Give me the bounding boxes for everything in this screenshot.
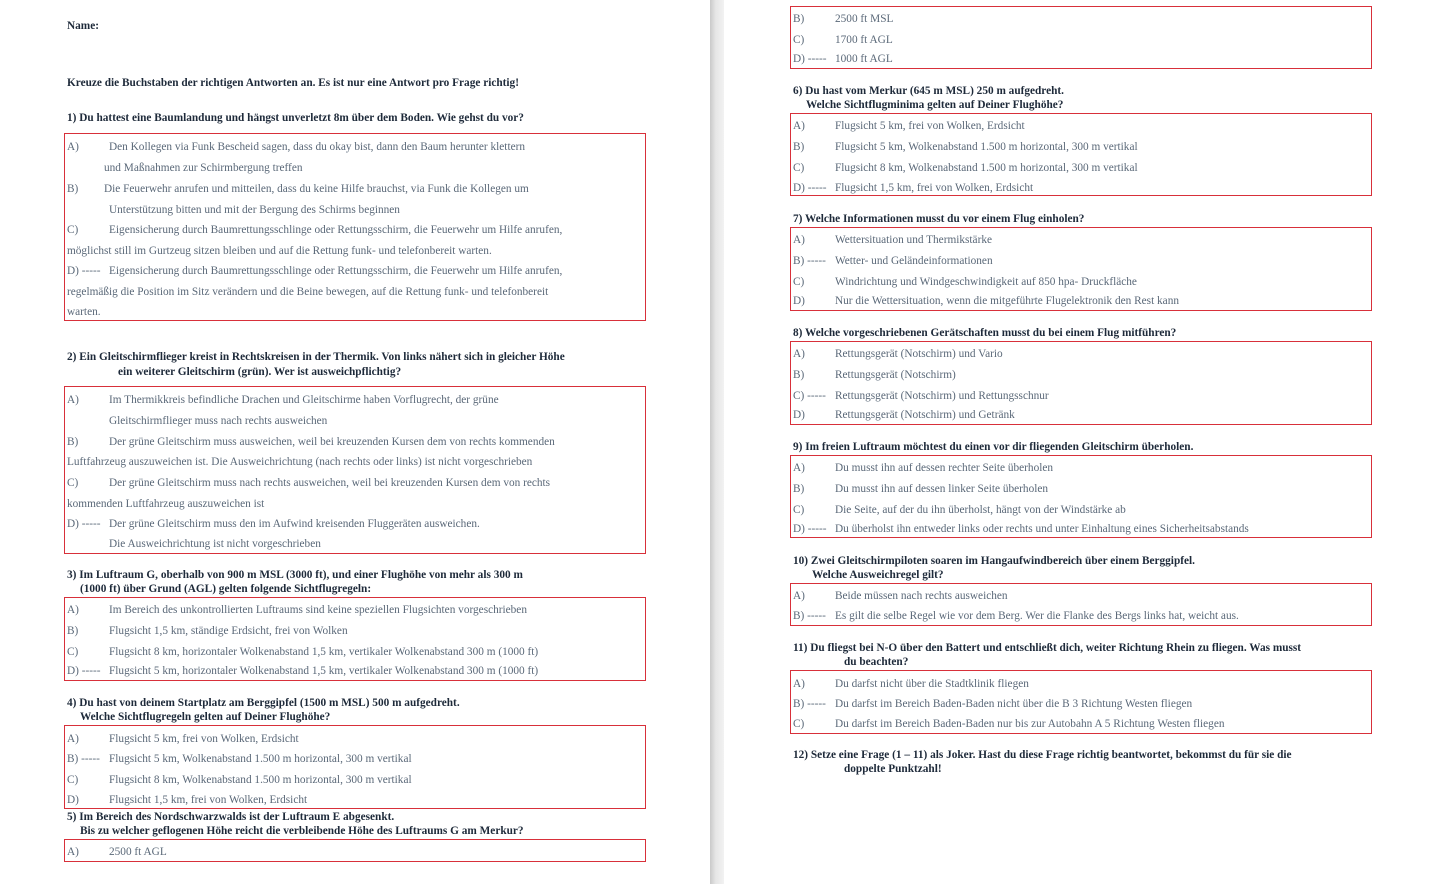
answer-text: Du musst ihn auf dessen linker Seite überholen: [835, 483, 1049, 495]
answer-text: Flugsicht 1,5 km, frei von Wolken, Erdsicht: [835, 182, 1034, 194]
question-6-title-cont: Welche Sichtflugminima gelten auf Deiner Flughöhe?: [806, 99, 1064, 111]
answer-letter: C): [793, 504, 805, 516]
document-page-left: [0, 0, 710, 884]
question-6-title: 6) Du hast vom Merkur (645 m MSL) 250 m aufgedreht.: [793, 85, 1065, 97]
answer-letter: B) -----: [793, 610, 826, 622]
answer-text: 1700 ft AGL: [835, 34, 893, 46]
answer-text: Im Bereich des unkontrollierten Luftraums sind keine speziellen Flugsichten vorgeschrieben: [109, 604, 527, 616]
question-5-title: 5) Im Bereich des Nordschwarzwalds ist der Luftraum E abgesenkt.: [67, 811, 395, 823]
answer-letter: A): [67, 604, 79, 616]
question-10-title: 10) Zwei Gleitschirmpiloten soaren im Hangaufwindbereich über einem Berggipfel.: [793, 555, 1195, 567]
answer-letter: D) -----: [793, 182, 827, 194]
answer-letter: C): [793, 162, 805, 174]
answer-text: Den Kollegen via Funk Bescheid sagen, dass du okay bist, dann den Baum herunter klettern: [109, 141, 526, 153]
answer-text: Du darfst im Bereich Baden-Baden nur bis zur Autobahn A 5 Richtung Westen fliegen: [835, 718, 1225, 730]
answer-text: Der grüne Gleitschirm muss den im Aufwind kreisenden Fluggeräten ausweichen.: [109, 518, 480, 530]
answer-text: Es gilt die selbe Regel wie vor dem Berg. Wer die Flanke des Bergs links hat, weicht aus.: [835, 610, 1239, 622]
answer-letter: B) -----: [793, 698, 826, 710]
answer-letter: A): [67, 846, 79, 858]
answer-letter: C): [67, 477, 79, 489]
answer-text: Beide müssen nach rechts ausweichen: [835, 590, 1008, 602]
answer-text: Eigensicherung durch Baumrettungsschlinge oder Rettungsschirm, die Feuerwehr um Hilfe anrufen,: [109, 224, 563, 236]
answer-letter: C): [67, 774, 79, 786]
answer-letter: C): [793, 34, 805, 46]
answer-letter: A): [793, 120, 805, 132]
question-4-title: 4) Du hast von deinem Startplatz am Berggipfel (1500 m MSL) 500 m aufgedreht.: [67, 697, 460, 709]
answer-letter: D): [793, 409, 805, 421]
answer-letter: B) -----: [67, 753, 100, 765]
answer-letter: D): [793, 295, 805, 307]
answer-text: Wettersituation und Thermikstärke: [835, 234, 992, 246]
answer-text: Flugsicht 8 km, horizontaler Wolkenabstand 1,5 km, vertikaler Wolkenabstand 300 m (1000 ft): [109, 646, 539, 658]
answer-text: Du darfst nicht über die Stadtklinik fliegen: [835, 678, 1029, 690]
answer-letter: A): [793, 348, 805, 360]
answer-letter: A): [793, 590, 805, 602]
answer-text: Flugsicht 5 km, frei von Wolken, Erdsicht: [109, 733, 299, 745]
question-9-title: 9) Im freien Luftraum möchtest du einen vor dir fliegenden Gleitschirm überholen.: [793, 441, 1194, 453]
answer-text: Der grüne Gleitschirm muss ausweichen, weil bei kreuzenden Kursen dem von rechts kommenden: [109, 436, 555, 448]
answer-letter: C): [67, 224, 79, 236]
answer-letter: D) -----: [67, 665, 101, 677]
answer-text: Du darfst im Bereich Baden-Baden nicht über die B 3 Richtung Westen fliegen: [835, 698, 1193, 710]
answer-text: Der grüne Gleitschirm muss nach rechts ausweichen, weil bei kreuzenden Kursen dem von rechts: [109, 477, 551, 489]
answer-letter: B): [793, 141, 805, 153]
answer-letter: B): [67, 625, 79, 637]
q2-answer-c-cont: kommenden Luftfahrzeug auszuweichen ist: [67, 498, 265, 510]
answer-text: Die Seite, auf der du ihn überholst, hängt von der Windstärke ab: [835, 504, 1126, 516]
instructions: Kreuze die Buchstaben der richtigen Antworten an. Es ist nur eine Antwort pro Frage richtig!: [67, 77, 519, 89]
question-2-title: 2) Ein Gleitschirmflieger kreist in Rechtskreisen in der Thermik. Von links nähert sich in gleicher Höhe: [67, 351, 565, 363]
answer-letter: D): [67, 794, 79, 806]
answer-text: Die Feuerwehr anrufen und mitteilen, dass du keine Hilfe brauchst, via Funk die Kollegen um: [104, 183, 529, 195]
answer-letter: C): [67, 646, 79, 658]
answer-text: Flugsicht 1,5 km, frei von Wolken, Erdsicht: [109, 794, 308, 806]
answer-text: Flugsicht 5 km, Wolkenabstand 1.500 m horizontal, 300 m vertikal: [835, 141, 1138, 153]
answer-text: Flugsicht 1,5 km, ständige Erdsicht, frei von Wolken: [109, 625, 348, 637]
answer-text: Flugsicht 5 km, horizontaler Wolkenabstand 1,5 km, vertikaler Wolkenabstand 300 m (1000 ft): [109, 665, 539, 677]
document-page-right: [724, 0, 1432, 884]
answer-text: Rettungsgerät (Notschirm) und Vario: [835, 348, 1003, 360]
question-12-title: 12) Setze eine Frage (1 – 11) als Joker. Hast du diese Frage richtig beantwortet, bekommst du für sie die: [793, 749, 1292, 761]
answer-text: Flugsicht 8 km, Wolkenabstand 1.500 m horizontal, 300 m vertikal: [109, 774, 412, 786]
answer-letter: B) -----: [793, 255, 826, 267]
page-gutter: [710, 0, 724, 884]
question-1-title: 1) Du hattest eine Baumlandung und hängst unverletzt 8m über dem Boden. Wie gehst du vor?: [67, 112, 524, 124]
answer-text: Nur die Wettersituation, wenn die mitgeführte Flugelektronik den Rest kann: [835, 295, 1179, 307]
answer-text: Rettungsgerät (Notschirm): [835, 369, 956, 381]
answer-letter: A): [67, 141, 79, 153]
q1-answer-c-cont: möglichst still im Gurtzeug sitzen bleiben und auf die Rettung funk- und telefonbereit warten.: [67, 245, 492, 257]
question-8-title: 8) Welche vorgeschriebenen Gerätschaften musst du bei einem Flug mitführen?: [793, 327, 1177, 339]
answer-letter: A): [67, 733, 79, 745]
q2-answer-b-cont: Luftfahrzeug auszuweichen ist. Die Ausweichrichtung (nach rechts oder links) ist nicht vorgeschrieben: [67, 456, 533, 468]
question-5-title-cont: Bis zu welcher geflogenen Höhe reicht die verbleibende Höhe des Luftraums G am Merkur?: [80, 825, 524, 837]
answer-letter: B): [793, 483, 805, 495]
question-11-title: 11) Du fliegst bei N-O über den Battert und entschließt dich, weiter Richtung Rhein zu fliegen. Was musst: [793, 642, 1302, 654]
answer-letter: A): [793, 462, 805, 474]
answer-letter: A): [67, 394, 79, 406]
question-2-title-cont: ein weiterer Gleitschirm (grün). Wer ist ausweichpflichtig?: [118, 366, 402, 378]
question-4-title-cont: Welche Sichtflugregeln gelten auf Deiner Flughöhe?: [80, 711, 331, 723]
answer-text: Rettungsgerät (Notschirm) und Rettungsschnur: [835, 390, 1049, 402]
answer-text: Du überholst ihn entweder links oder rechts und unter Einhaltung eines Sicherheitsabstands: [835, 523, 1249, 535]
answer-text: Flugsicht 5 km, frei von Wolken, Erdsicht: [835, 120, 1025, 132]
answer-text: Windrichtung und Windgeschwindigkeit auf 850 hpa- Druckfläche: [835, 276, 1137, 288]
answer-letter: B): [793, 369, 805, 381]
answer-text: Wetter- und Geländeinformationen: [835, 255, 993, 267]
q2-answer-a-cont: Gleitschirmflieger muss nach rechts ausweichen: [109, 415, 328, 427]
answer-letter: C): [793, 718, 805, 730]
answer-text: 2500 ft AGL: [109, 846, 167, 858]
question-7-title: 7) Welche Informationen musst du vor einem Flug einholen?: [793, 213, 1085, 225]
answer-letter: D) -----: [67, 265, 101, 277]
answer-letter: D) -----: [67, 518, 101, 530]
answer-letter: B): [67, 436, 79, 448]
q1-answer-b-cont: Unterstützung bitten und mit der Bergung des Schirms beginnen: [109, 204, 400, 216]
answer-text: Im Thermikkreis befindliche Drachen und Gleitschirme haben Vorflugrecht, der grüne: [109, 394, 499, 406]
answer-letter: B): [793, 13, 805, 25]
answer-text: 2500 ft MSL: [835, 13, 894, 25]
answer-text: Flugsicht 8 km, Wolkenabstand 1.500 m horizontal, 300 m vertikal: [835, 162, 1138, 174]
q1-answer-d-cont2: warten.: [67, 306, 101, 318]
question-10-title-cont: Welche Ausweichregel gilt?: [812, 569, 944, 581]
answer-letter: D) -----: [793, 523, 827, 535]
answer-letter: C) -----: [793, 390, 826, 402]
question-11-title-cont: du beachten?: [844, 656, 909, 668]
name-label: Name:: [67, 20, 99, 32]
answer-text: Du musst ihn auf dessen rechter Seite überholen: [835, 462, 1054, 474]
answer-text: Rettungsgerät (Notschirm) und Getränk: [835, 409, 1015, 421]
q1-answer-a-cont: und Maßnahmen zur Schirmbergung treffen: [104, 162, 303, 174]
answer-letter: B): [67, 183, 79, 195]
answer-text: 1000 ft AGL: [835, 53, 893, 65]
answer-letter: C): [793, 276, 805, 288]
question-3-title-cont: (1000 ft) über Grund (AGL) gelten folgende Sichtflugregeln:: [80, 583, 372, 595]
question-3-title: 3) Im Luftraum G, oberhalb von 900 m MSL (3000 ft), und einer Flughöhe von mehr als 300 m: [67, 569, 523, 581]
answer-text: Eigensicherung durch Baumrettungsschlinge oder Rettungsschirm, die Feuerwehr um Hilfe anrufen,: [109, 265, 563, 277]
answer-letter: D) -----: [793, 53, 827, 65]
answer-letter: A): [793, 234, 805, 246]
answer-letter: A): [793, 678, 805, 690]
q1-answer-d-cont: regelmäßig die Position im Sitz verändern und die Beine bewegen, auf die Rettung funk- und telefonbereit: [67, 286, 549, 298]
answer-text: Flugsicht 5 km, Wolkenabstand 1.500 m horizontal, 300 m vertikal: [109, 753, 412, 765]
q2-answer-d-cont: Die Ausweichrichtung ist nicht vorgeschrieben: [109, 538, 321, 550]
question-12-title-cont: doppelte Punktzahl!: [844, 763, 942, 775]
